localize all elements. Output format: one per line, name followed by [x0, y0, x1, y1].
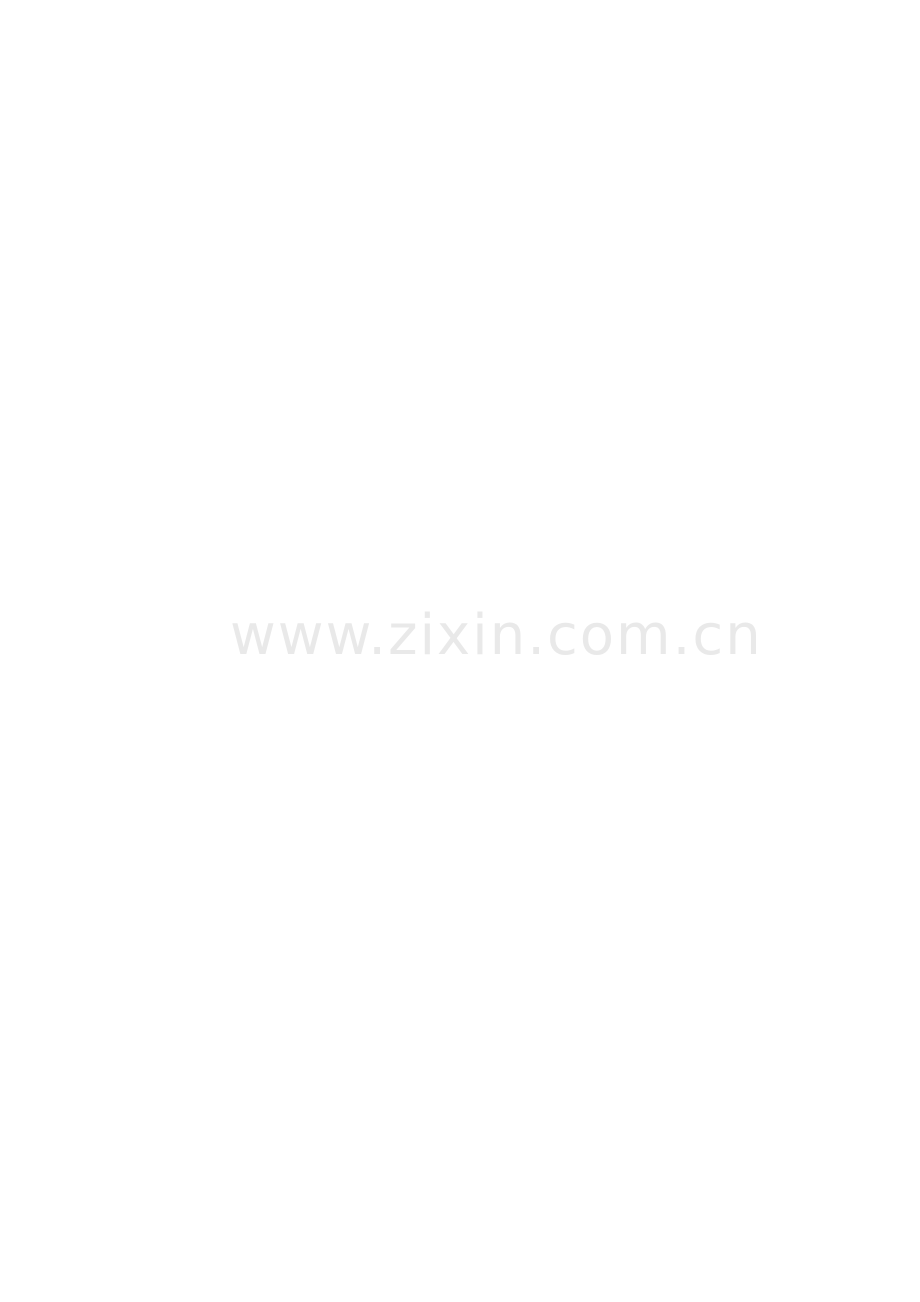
- watermark: www.zixin.com.cn: [230, 603, 763, 668]
